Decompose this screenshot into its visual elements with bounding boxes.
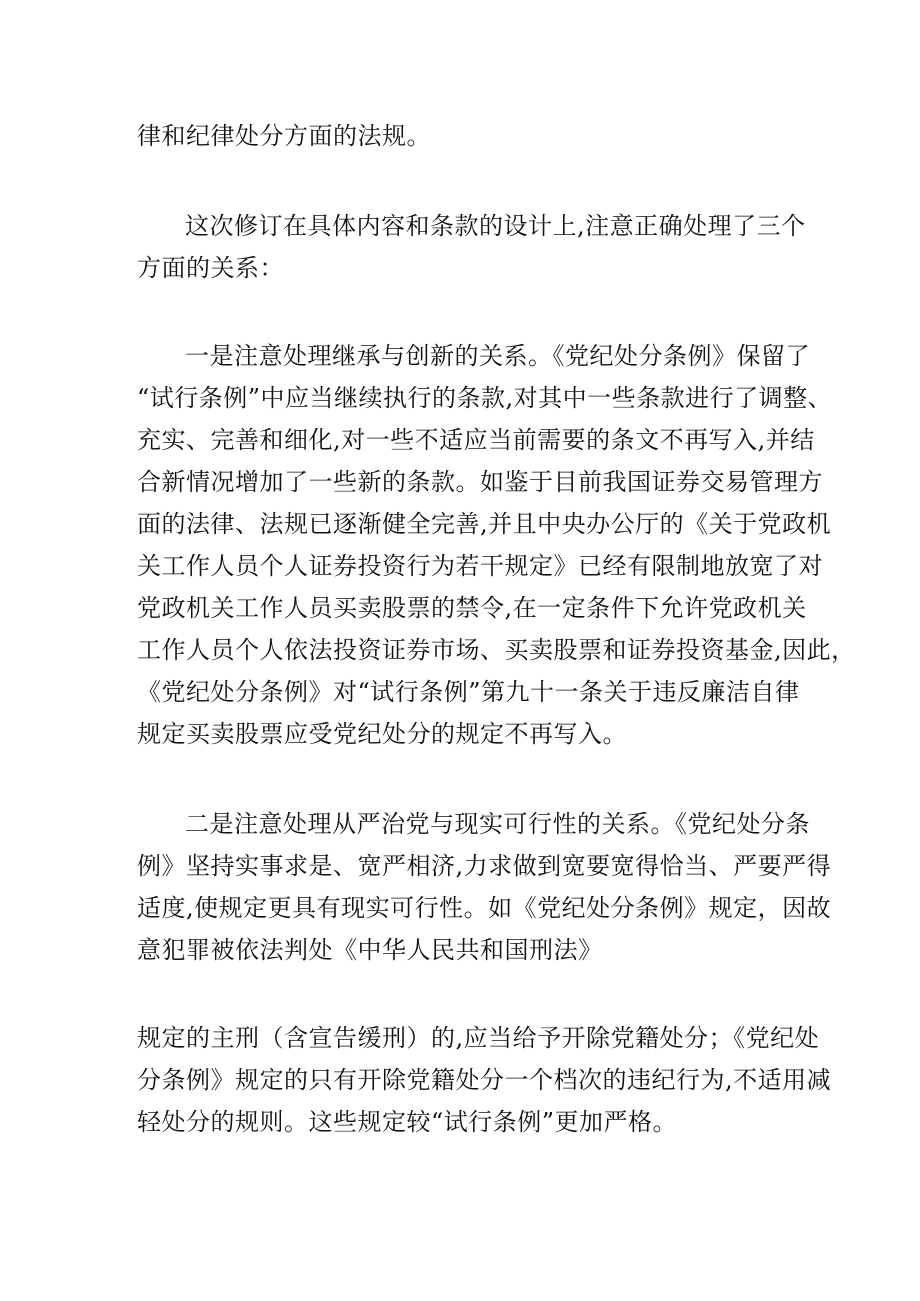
text-line: 合新情况增加了一些新的条款。如鉴于目前我国证券交易管理方	[137, 468, 823, 496]
paragraph-start-line: 这次修订在具体内容和条款的设计上,注意正确处理了三个	[185, 212, 806, 240]
text-line: 《党纪处分条例》对“试行条例”第九十一条关于违反廉洁自律	[137, 678, 800, 706]
text-line: 分条例》规定的只有开除党籍处分一个档次的违纪行为,不适用减	[137, 1066, 832, 1094]
paragraph-start-line: 一是注意处理继承与创新的关系。《党纪处分条例》保留了	[185, 342, 810, 370]
text-line: 工作人员个人依法投资证券市场、买卖股票和证券投资基金,因此，	[137, 636, 856, 664]
text-line: 意犯罪被依法判处《中华人民共和国刑法》	[137, 936, 603, 964]
text-line: “试行条例”中应当继续执行的条款,对其中一些条款进行了调整、	[137, 384, 833, 412]
text-line: 党政机关工作人员买卖股票的禁令,在一定条件下允许党政机关	[137, 594, 807, 622]
text-line: 适度,使规定更具有现实可行性。如《党纪处分条例》规定，因故	[137, 894, 832, 922]
text-line: 关工作人员个人证券投资行为若干规定》已经有限制地放宽了对	[137, 552, 823, 580]
text-line: 面的法律、法规已逐渐健全完善,并且中央办公厅的《关于党政机	[137, 510, 832, 538]
paragraph-start-line: 二是注意处理从严治党与现实可行性的关系。《党纪处分条	[185, 810, 810, 838]
text-line: 规定的主刑（含宣告缓刑）的,应当给予开除党籍处分；《党纪处	[137, 1024, 820, 1052]
text-line: 充实、完善和细化,对一些不适应当前需要的条文不再写入,并结	[137, 426, 815, 454]
text-line: 律和纪律处分方面的法规。	[137, 122, 431, 150]
text-line: 例》坚持实事求是、宽严相济,力求做到宽要宽得恰当、严要严得	[137, 852, 832, 880]
text-line: 规定买卖股票应受党纪处分的规定不再写入。	[137, 720, 627, 748]
text-line: 方面的关系：	[137, 254, 284, 282]
text-line: 轻处分的规则。这些规定较“试行条例”更加严格。	[137, 1108, 678, 1136]
